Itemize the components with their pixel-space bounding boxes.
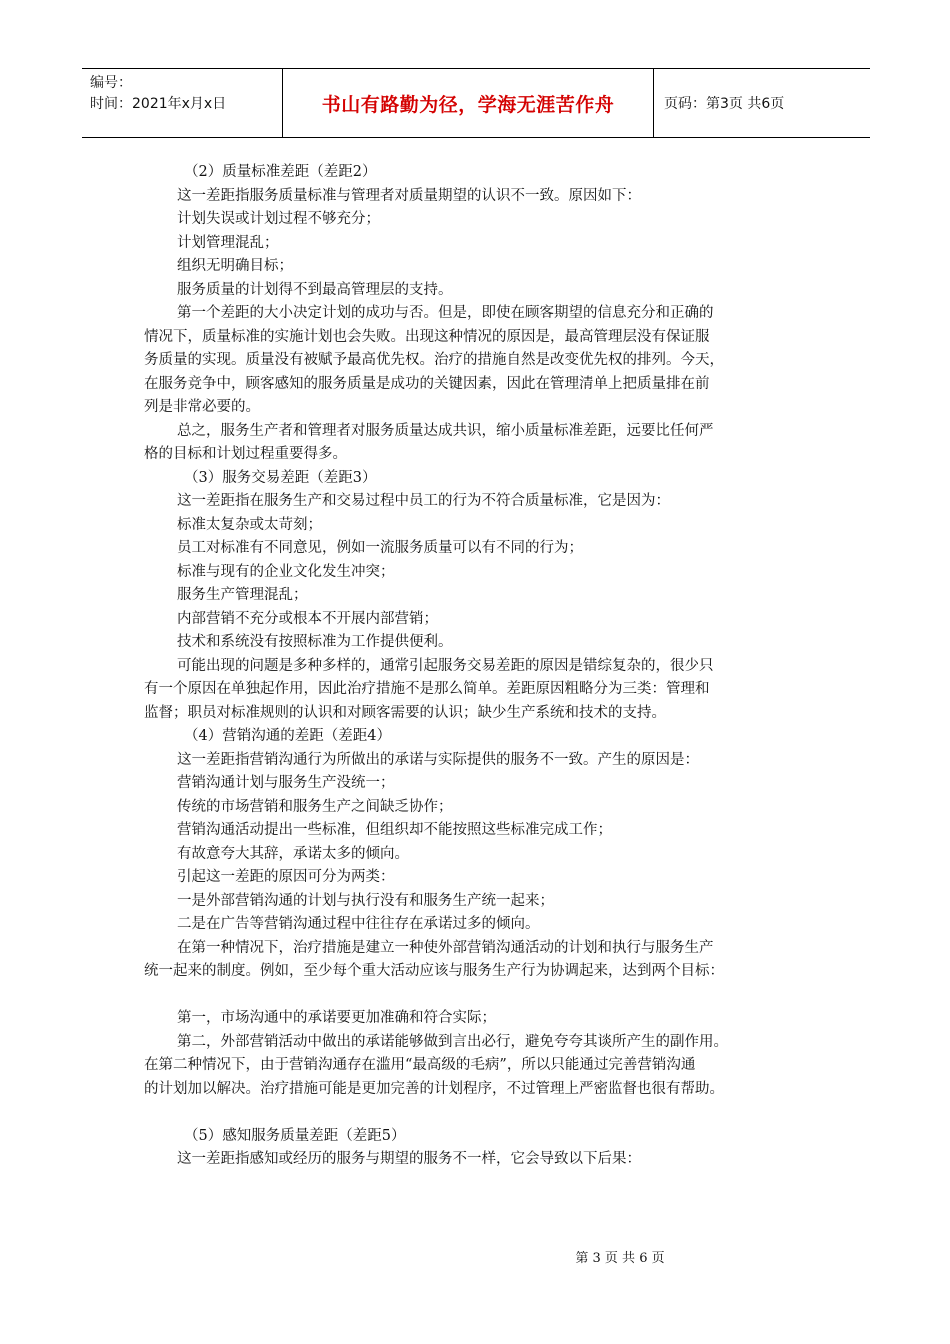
body-text-line: 标准与现有的企业文化发生冲突； — [177, 563, 395, 580]
body-text-line: 务质量的实现。质量没有被赋予最高优先权。治疗的措施自然是改变优先权的排列。今天， — [144, 352, 724, 368]
body-text-line: 统一起来的制度。例如，至少每个重大活动应该与服务生产行为协调起来，达到两个目标： — [144, 963, 724, 979]
body-text-line: 传统的市场营销和服务生产之间缺乏协作； — [177, 798, 453, 815]
blank-line — [144, 984, 804, 1008]
body-text-line: 有故意夸大其辞，承诺太多的倾向。 — [177, 845, 409, 862]
body-text-line: 的计划加以解决。治疗措施可能是更加完善的计划程序，不过管理上严密监督也很有帮助。 — [144, 1080, 724, 1097]
body-text-line: 服务生产管理混乱； — [177, 587, 308, 603]
document-header — [82, 68, 870, 138]
body-text-line: 计划失误或计划过程不够充分； — [177, 211, 380, 227]
body-text-line: 第一个差距的大小决定计划的成功与否。但是，即使在顾客期望的信息充分和正确的 — [177, 305, 714, 321]
body-text-line: 营销沟通活动提出一些标准，但组织却不能按照这些标准完成工作； — [177, 822, 612, 838]
body-text-line: 营销沟通计划与服务生产没统一； — [177, 775, 395, 791]
body-text-line: 格的目标和计划过程重要得多。 — [144, 446, 347, 462]
body-text-line: 情况下，质量标准的实施计划也会失败。出现这种情况的原因是，最高管理层没有保证服 — [144, 328, 710, 345]
body-text-line: 一是外部营销沟通的计划与执行没有和服务生产统一起来； — [177, 892, 554, 909]
body-text-line: 员工对标准有不同意见，例如一流服务质量可以有不同的行为； — [177, 540, 583, 556]
body-text-line: 这一差距指感知或经历的服务与期望的服务不一样，它会导致以下后果： — [177, 1151, 641, 1167]
body-text-line: （3）服务交易差距（差距3） — [184, 469, 377, 486]
body-text-line: 有一个原因在单独起作用，因此治疗措施不是那么简单。差距原因粗略分为三类：管理和 — [144, 681, 710, 697]
body-text-line: 二是在广告等营销沟通过程中往往存在承诺过多的倾向。 — [177, 916, 540, 932]
body-text-line: 标准太复杂或太苛刻； — [177, 516, 322, 533]
body-text-line: 监督；职员对标准规则的认识和对顾客需要的认识；缺少生产系统和技术的支持。 — [144, 704, 666, 721]
body-text-line: 技术和系统没有按照标准为工作提供便利。 — [177, 634, 453, 650]
body-text-line: 组织无明确目标； — [177, 258, 293, 274]
page-footer: 第 3 页 共 6 页 — [575, 1251, 665, 1266]
body-text-line: 可能出现的问题是多种多样的，通常引起服务交易差距的原因是错综复杂的，很少只 — [177, 657, 714, 674]
body-text-line: 第二，外部营销活动中做出的承诺能够做到言出必行，避免夸夸其谈所产生的副作用。 — [177, 1033, 728, 1050]
body-text-line: 引起这一差距的原因可分为两类： — [177, 869, 395, 885]
body-text-line: 内部营销不充分或根本不开展内部营销； — [177, 610, 438, 627]
body-text-line: 第一，市场沟通中的承诺要更加准确和符合实际； — [177, 1010, 496, 1026]
body-text-line: 服务质量的计划得不到最高管理层的支持。 — [177, 281, 453, 298]
body-text-line: 在第一种情况下，治疗措施是建立一种使外部营销沟通活动的计划和执行与服务生产 — [177, 939, 714, 956]
header-page-number: 页码：第3页 共6页 — [664, 96, 785, 112]
document-body — [144, 161, 804, 1172]
blank-line — [144, 1101, 804, 1125]
body-text-line: 这一差距指在服务生产和交易过程中员工的行为不符合质量标准，它是因为： — [177, 493, 670, 509]
body-text-line: 在第二种情况下，由于营销沟通存在滥用“最高级的毛病”，所以只能通过完善营销沟通 — [144, 1057, 696, 1073]
date-label: 时间：2021年x月x日 — [90, 96, 227, 112]
body-text-line: 这一差距指营销沟通行为所做出的承诺与实际提供的服务不一致。产生的原因是： — [177, 751, 699, 768]
body-text-line: 计划管理混乱； — [177, 234, 279, 251]
body-text-line: 总之，服务生产者和管理者对服务质量达成共识，缩小质量标准差距，远要比任何严 — [177, 422, 714, 439]
body-text-line: 列是非常必要的。 — [144, 399, 260, 415]
header-motto: 书山有路勤为径，学海无涯苦作舟 — [283, 69, 654, 137]
body-text-line: （2）质量标准差距（差距2） — [184, 164, 377, 180]
header-meta-cell — [82, 69, 283, 137]
body-text-line: （5）感知服务质量差距（差距5） — [184, 1127, 406, 1144]
body-text-line: 这一差距指服务质量标准与管理者对质量期望的认识不一致。原因如下： — [177, 187, 641, 204]
number-label: 编号： — [90, 75, 132, 91]
body-text-line: （4）营销沟通的差距（差距4） — [184, 728, 391, 744]
body-text-line: 在服务竞争中，顾客感知的服务质量是成功的关键因素，因此在管理清单上把质量排在前 — [144, 375, 710, 392]
